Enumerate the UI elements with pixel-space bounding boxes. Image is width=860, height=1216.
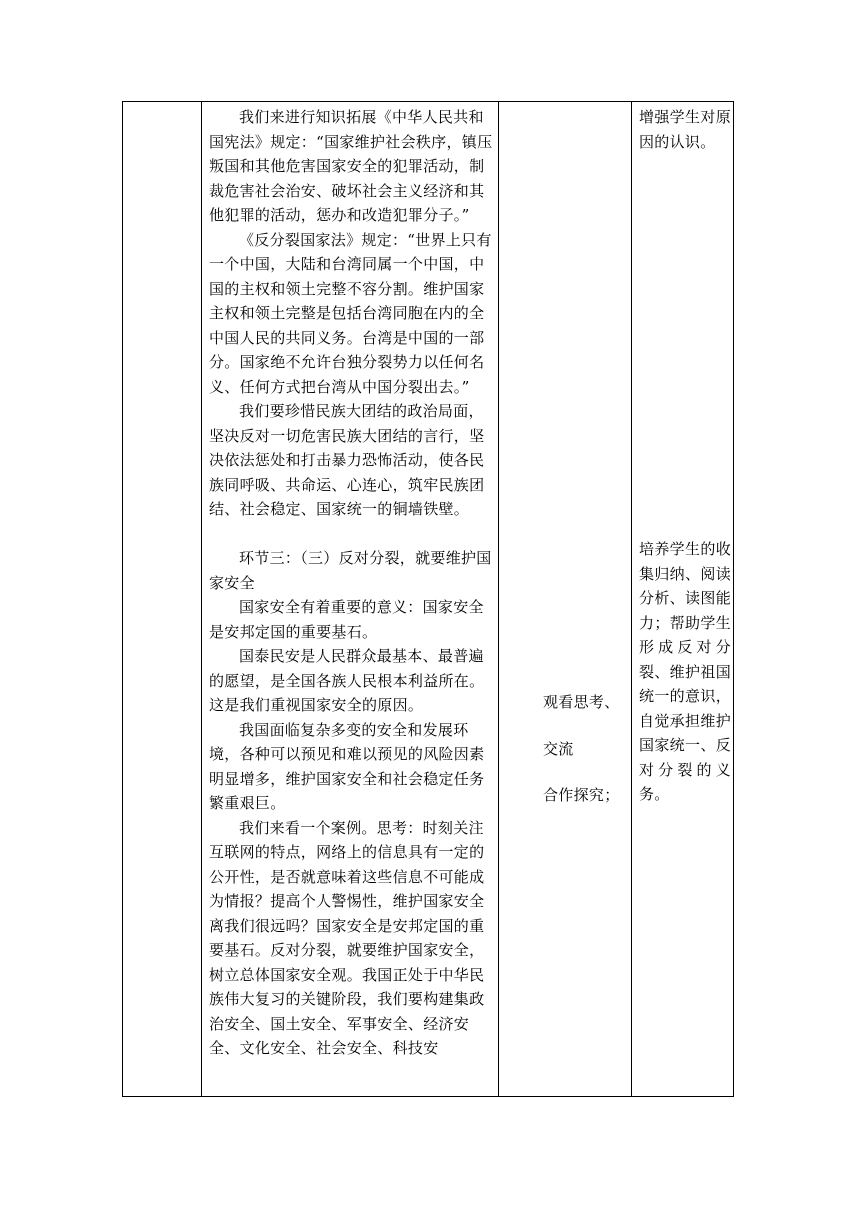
paragraph-security-environment: 我国面临复杂多变的安全和发展环境，各种可以预见和难以预见的风险因素明显增多，维护国家安全和社会稳定任务繁重艰巨。 [209, 720, 485, 812]
table-border-right [733, 101, 734, 1097]
activity-watch-think: 观看思考、 [543, 693, 620, 711]
column-divider-3 [631, 101, 632, 1097]
paragraph-constitution: 我们来进行知识拓展《中华人民共和国宪法》规定：“国家维护社会秩序，镇压叛国和其他危害国家安全的犯罪活动，制裁危害社会治安、破坏社会主义经济和其他犯罪的活动，惩办和改造犯罪分子。” [209, 108, 493, 224]
design-intent-cell [639, 101, 731, 1097]
paragraph-ethnic-unity: 我们要珍惜民族大团结的政治局面，坚决反对一切危害民族大团结的言行，坚决依法惩处和打击暴力恐怖活动，使各民族同呼吸、共命运、心连心，筑牢民族团结、社会稳定、国家统一的铜墙铁壁。 [209, 402, 485, 518]
teaching-content-cell [209, 101, 494, 1097]
section-heading-step3: 环节三：（三）反对分裂，就要维护国家安全 [209, 549, 492, 592]
activity-discuss: 交流 [543, 740, 574, 758]
paragraph-case-study: 我们来看一个案例。思考：时刻关注互联网的特点，网络上的信息具有一定的公开性，是否就意味着这些信息不可能成为情报？提高个人警惕性，维护国家安全离我们很远吗？国家安全是安邦定国的重要基石。反对分裂，就要维护国家安全，树立总体国家安全观。我国正处于中华民族伟大复习的关键阶段，我们要构建集政治安全、国土安全、军事安全、经济安全、文化安全、社会安全、科技安 [209, 818, 485, 1057]
activity-cooperate: 合作探究； [543, 786, 620, 804]
empty-cell [123, 101, 201, 1097]
student-activity-cell [510, 101, 628, 1097]
paragraph-anti-secession-law: 《反分裂国家法》规定：“世界上只有一个中国，大陆和台湾同属一个中国，中国的主权和领土完整不容分割。维护国家主权和领土完整是包括台湾同胞在内的全中国人民的共同义务。台湾是中国的一部分。国家绝不允许台独分裂势力以任何名义、任何方式把台湾从中国分裂出去。” [209, 230, 492, 396]
column-divider-1 [201, 101, 202, 1097]
paragraph-security-significance: 国家安全有着重要的意义：国家安全是安邦定国的重要基石。 [209, 598, 484, 641]
intent-ability-training: 培养学生的收集归纳、阅读分析、读图能力；帮助学生形成反对分裂、维护祖国统一的意识，自觉承担维护国家统一、反对分裂的义务。 [639, 540, 731, 803]
column-divider-2 [498, 101, 499, 1097]
paragraph-national-peace: 国泰民安是人民群众最基本、最普遍的愿望，是全国各族人民根本利益所在。这是我们重视国家安全的原因。 [209, 647, 485, 714]
blank-line [209, 522, 494, 547]
intent-understand-reasons: 增强学生对原因的认识。 [639, 108, 731, 151]
